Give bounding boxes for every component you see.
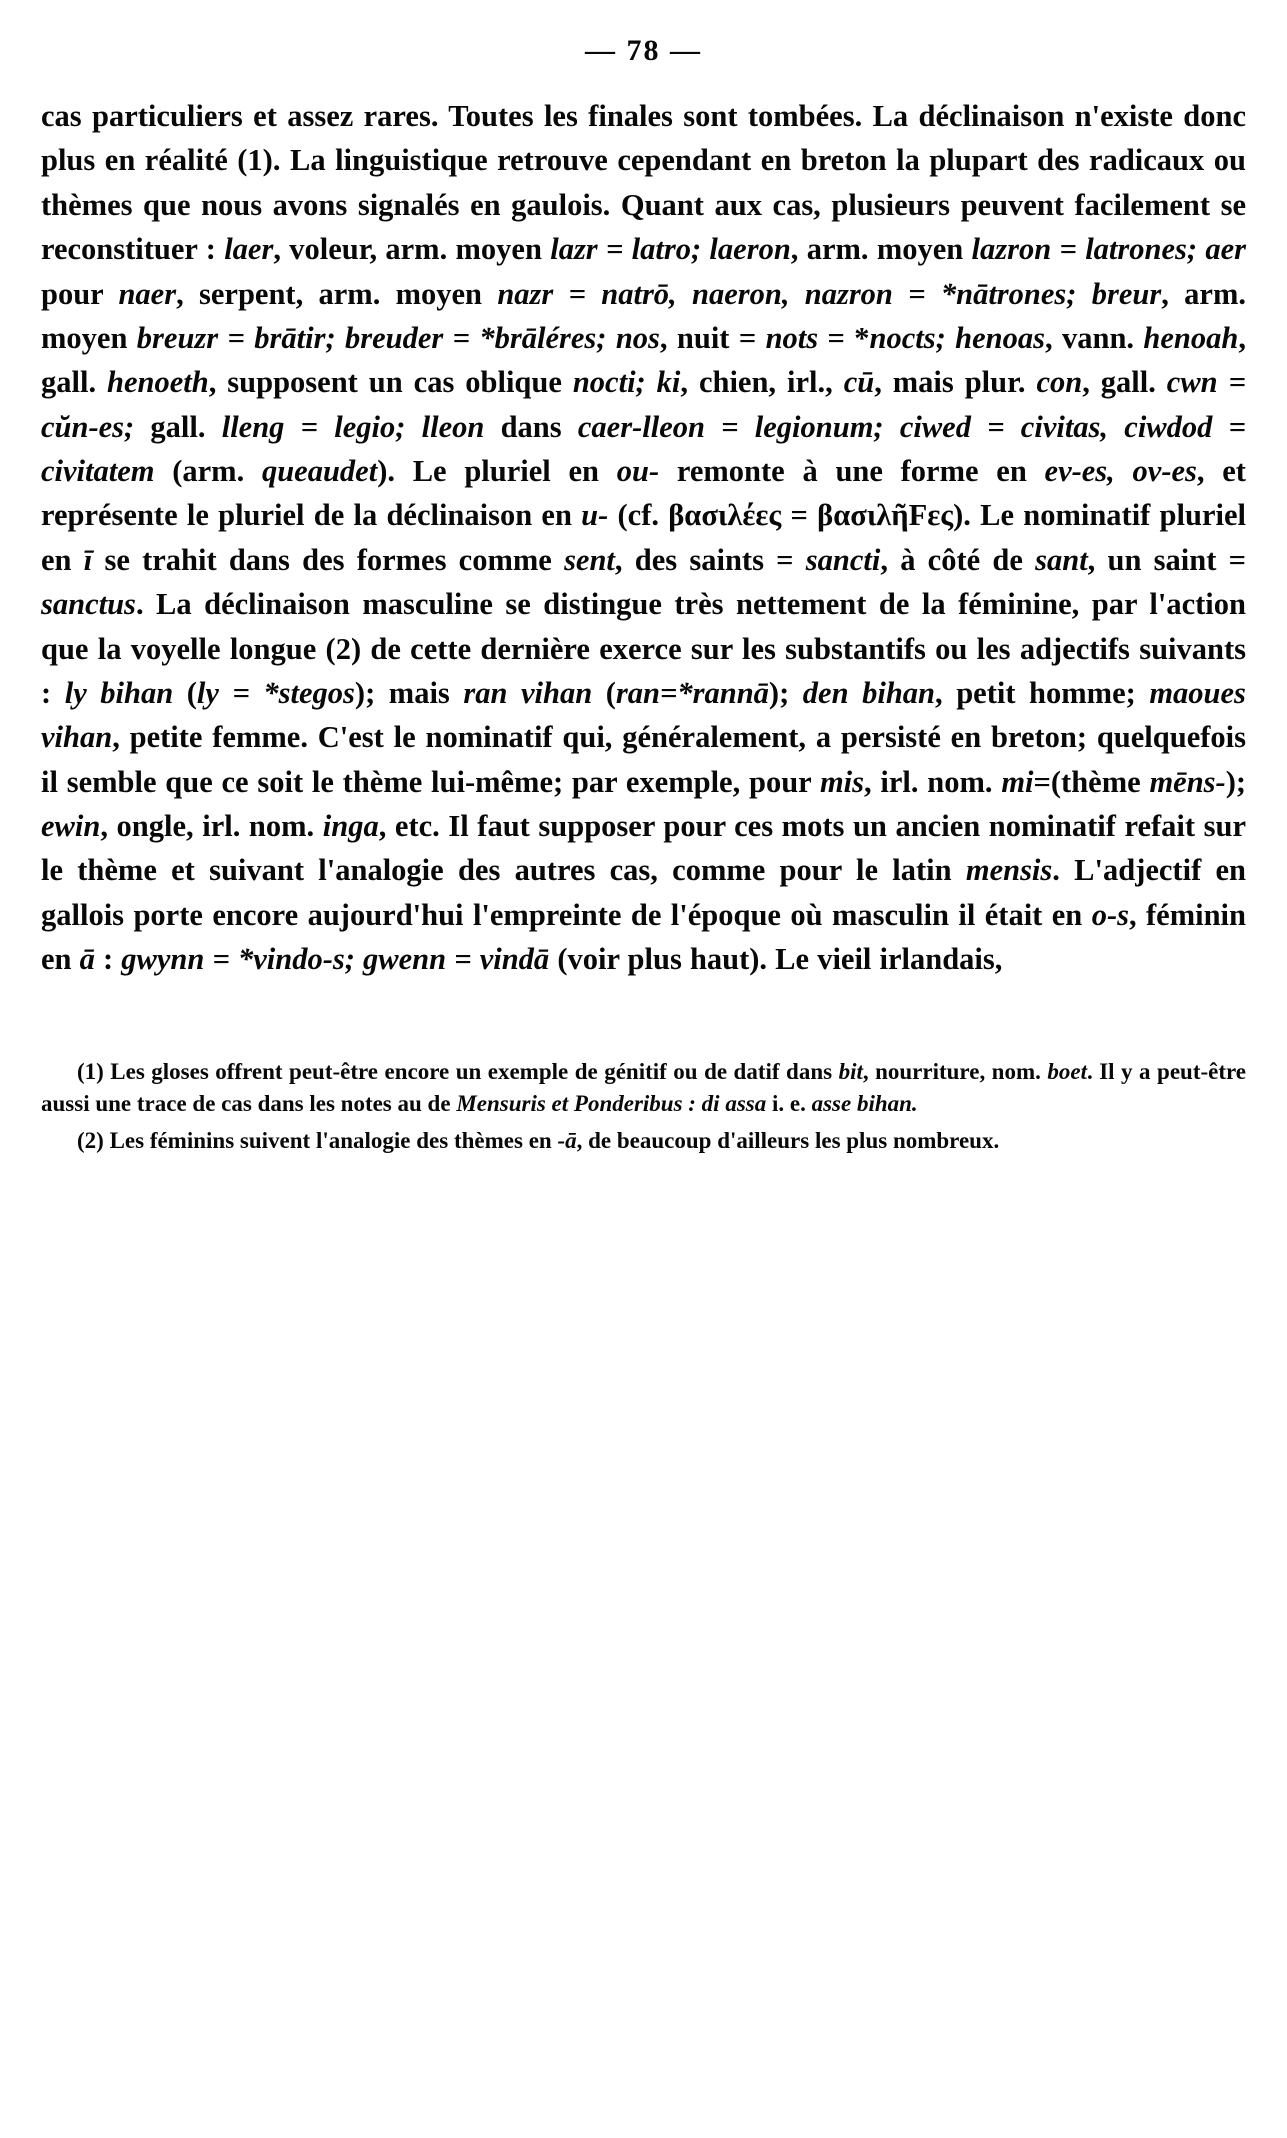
body-paragraph: cas particuliers et assez rares. Toutes les finales sont tombées. La déclinaison n'existe donc plus en réalité (1). La linguistique retrouve cependant en breton la plupart des radicaux ou thèmes que nous avons signalés en gaulois. Quant aux cas, plusieurs peuvent facilement se reconstituer : laer, voleur, arm. moyen lazr = latro; laeron, arm. moyen lazron = latrones; aer pour naer, serpent, arm. moyen nazr = natrō, naeron, nazron = *nātrones; breur, arm. moyen breuzr = brātir; breuder = *brāléres; nos, nuit = nots = *nocts; henoas, vann. henoah, gall. henoeth, supposent un cas oblique nocti; ki, chien, irl., cū, mais plur. con, gall. cwn = cŭn-es; gall. lleng = legio; lleon dans caer-lleon = legionum; ciwed = civitas, ciwdod = civitatem (arm. queaudet). Le pluriel en ou- remonte à une forme en ev-es, ov-es, et représente le pluriel de la déclinaison en u- (cf. βασιλέες = βασιλῆFες). Le nominatif pluriel en ī se trahit dans des formes comme sent, des saints = sancti, à côté de sant, un saint = sanctus. La déclinaison masculine se distingue très nettement de la féminine, par l'action que la voyelle longue (2) de cette dernière exerce sur les substantifs ou les adjectifs suivants : ly bihan (ly = *stegos); mais ran vihan (ran=*rannā); den bihan, petit homme; maoues vihan, petite femme. C'est le nominatif qui, généralement, a persisté en breton; quelquefois il semble que ce soit le thème lui-même; par exemple, pour mis, irl. nom. mi=(thème mēns-); ewin, ongle, irl. nom. inga, etc. Il faut supposer pour ces mots un ancien nominatif refait sur le thème et suivant l'analogie des autres cas, comme pour le latin mensis. L'adjectif en gallois porte encore aujourd'hui l'empreinte de l'époque où masculin il était en o-s, féminin en ā : gwynn = *vindo-s; gwenn = vindā (voir plus haut). Le vieil irlandais,	[41, 99, 1247, 977]
footnote-2: (2) Les féminins suivent l'analogie des thèmes en -ā, de beaucoup d'ailleurs les plus nombreux.	[77, 1128, 1000, 1154]
footnote-1: (1) Les gloses offrent peut-être encore un exemple de génitif ou de datif dans bit, nourriture, nom. boet. Il y a peut-être aussi une trace de cas dans les notes au de Mensuris et Ponderibus : di assa i. e. asse bihan.	[41, 1058, 1247, 1117]
footnotes-section	[41, 1056, 1246, 1159]
body-text-block	[41, 94, 1246, 982]
page-number: — 78 —	[585, 34, 702, 67]
